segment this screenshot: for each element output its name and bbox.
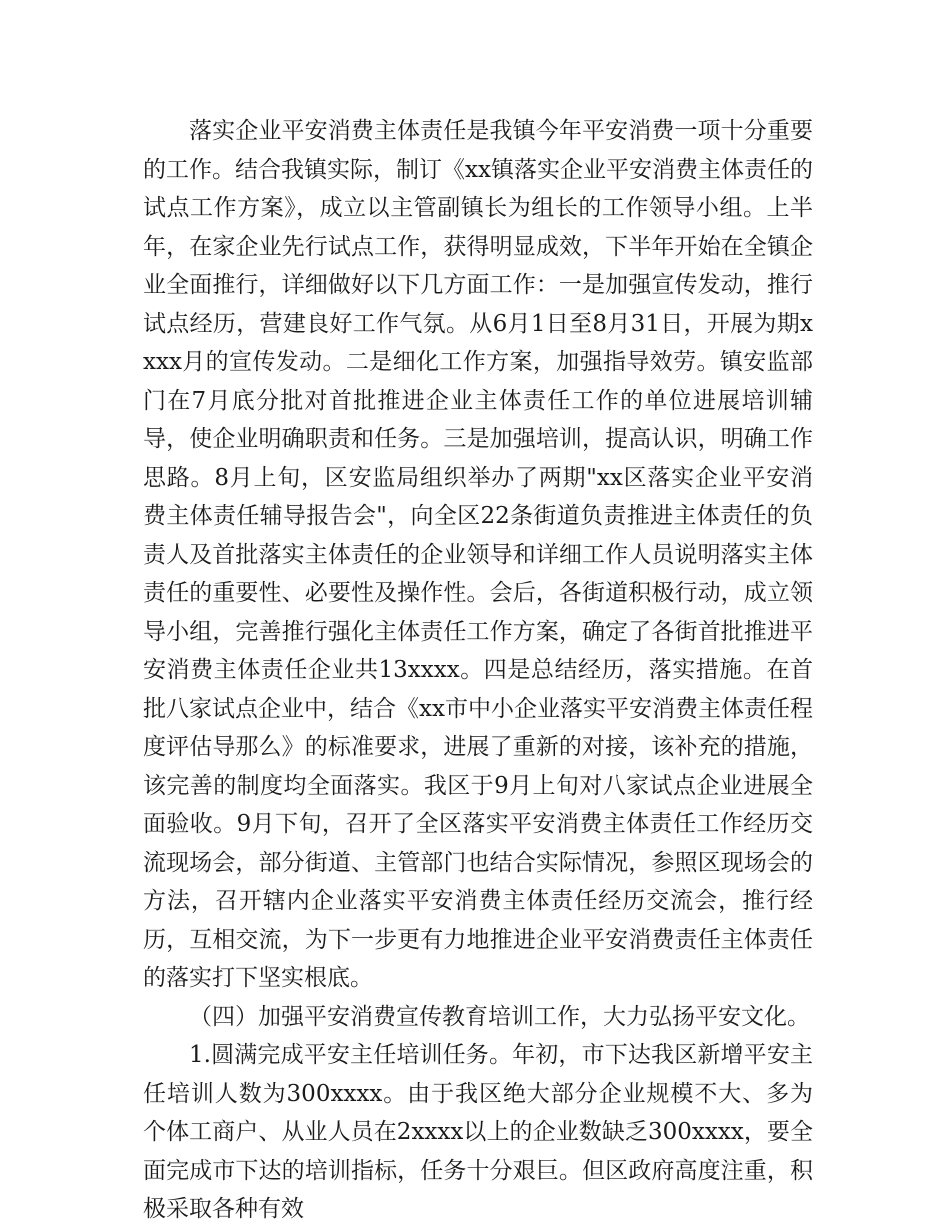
document-body: [143, 112, 813, 1229]
section-heading-safety-education: （四）加强平安消费宣传教育培训工作，大力弘扬平安文化。: [189, 1003, 810, 1030]
paragraph-safety-director-training: 1.圆满完成平安主任培训任务。年初，市下达我区新增平安主任培训人数为300xxxx。由于我区绝大部分企业规模不大、多为个体工商户、从业人员在2xxxx以上的企业数缺乏300xxxx，要全面完成市下达的培训指标，任务十分艰巨。但区政府高度注重，积极采取各种有效: [143, 1042, 813, 1222]
paragraph-enterprise-responsibility: 落实企业平安消费主体责任是我镇今年平安消费一项十分重要的工作。结合我镇实际，制订《xx镇落实企业平安消费主体责任的试点工作方案》，成立以主管副镇长为组长的工作领导小组。上半年，在家企业先行试点工作，获得明显成效，下半年开始在全镇企业全面推行，详细做好以下几方面工作：一是加强宣传发动，推行试点经历，营建良好工作气氛。从6月1日至8月31日，开展为期xxxx月的宣传发动。二是细化工作方案，加强指导效劳。镇安监部门在7月底分批对首批推进企业主体责任工作的单位进展培训辅导，使企业明确职责和任务。三是加强培训，提高认识，明确工作思路。8月上旬，区安监局组织举办了两期"xx区落实企业平安消费主体责任辅导报告会"，向全区22条街道负责推进主体责任的负责人及首批落实主体责任的企业领导和详细工作人员说明落实主体责任的重要性、必要性及操作性。会后，各街道积极行动，成立领导小组，完善推行强化主体责任工作方案，确定了各街首批推进平安消费主体责任企业共13xxxx。四是总结经历，落实措施。在首批八家试点企业中，结合《xx市中小企业落实平安消费主体责任程度评估导那么》的标准要求，进展了重新的对接，该补充的措施，该完善的制度均全面落实。我区于9月上旬对八家试点企业进展全面验收。9月下旬，召开了全区落实平安消费主体责任工作经历交流现场会，部分街道、主管部门也结合实际情况，参照区现场会的方法，召开辖内企业落实平安消费主体责任经历交流会，推行经历，互相交流，为下一步更有力地推进企业平安消费责任主体责任的落实打下坚实根底。: [143, 118, 813, 991]
